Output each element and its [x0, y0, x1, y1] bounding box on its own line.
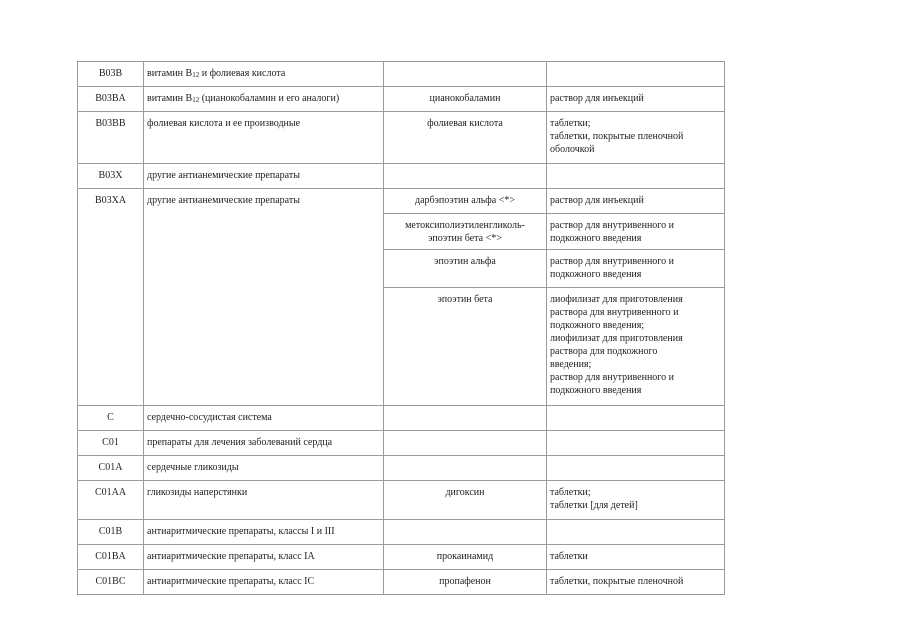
form-line: таблетки, покрытые пленочной [550, 576, 684, 587]
table-row [78, 62, 725, 87]
inn-name: фолиевая кислота [384, 112, 547, 164]
atc-code: C01 [78, 431, 144, 456]
group-name [144, 87, 384, 112]
inn-name: прокаинамид [384, 545, 547, 570]
table-row [78, 406, 725, 431]
dosage-form [547, 288, 725, 406]
inn-name [384, 189, 547, 214]
group-name: фолиевая кислота и ее производные [144, 112, 384, 164]
group-name: антиаритмические препараты, классы I и III [144, 520, 384, 545]
inn-line: дарбэпоэтин альфа <*> [414, 195, 516, 206]
atc-code: C01AA [78, 481, 144, 520]
form-line: лиофилизат для приготовления [550, 333, 683, 344]
inn-name [384, 406, 547, 431]
inn-line: эпоэтин бета [437, 294, 493, 305]
group-name: антиаритмические препараты, класс IC [144, 570, 384, 595]
dosage-form [547, 164, 725, 189]
dosage-form [547, 431, 725, 456]
atc-code: C01B [78, 520, 144, 545]
dosage-form [547, 481, 725, 520]
inn-name: дигоксин [384, 481, 547, 520]
table-row [78, 189, 725, 214]
inn-name [384, 250, 547, 288]
dosage-form [547, 520, 725, 545]
dosage-form [547, 456, 725, 481]
atc-code: B03XA [78, 189, 144, 406]
table-row [78, 87, 725, 112]
inn-name [384, 214, 547, 250]
group-name [144, 62, 384, 87]
group-name: другие антианемические препараты [144, 189, 384, 406]
form-line: введения; [550, 359, 592, 370]
atc-code: B03BB [78, 112, 144, 164]
form-line: раствора для подкожного [550, 346, 658, 357]
form-line: таблетки, покрытые пленочной [550, 131, 684, 142]
form-line: таблетки [550, 551, 588, 562]
medicines-table [77, 61, 725, 595]
inn-line: эпоэтин бета <*> [428, 233, 502, 244]
dosage-form [547, 112, 725, 164]
dosage-form [547, 406, 725, 431]
table-row [78, 112, 725, 164]
group-name: сердечно-сосудистая система [144, 406, 384, 431]
form-line: раствор для инъекций [550, 93, 644, 104]
form-line: лиофилизат для приготовления [550, 294, 683, 305]
form-line: раствор для внутривенного и [550, 256, 675, 267]
group-name: другие антианемические препараты [144, 164, 384, 189]
table-row [78, 164, 725, 189]
form-line: раствор для инъекций [550, 195, 644, 206]
inn-name [384, 164, 547, 189]
table-row [78, 520, 725, 545]
form-line: таблетки; [550, 487, 591, 498]
atc-code: C01BA [78, 545, 144, 570]
form-line: подкожного введения [550, 385, 642, 396]
dosage-form [547, 570, 725, 595]
atc-code: B03X [78, 164, 144, 189]
table-row [78, 545, 725, 570]
form-line: таблетки; [550, 118, 591, 129]
table-row [78, 456, 725, 481]
group-name: антиаритмические препараты, класс IA [144, 545, 384, 570]
inn-name [384, 288, 547, 406]
inn-line: эпоэтин альфа [434, 256, 496, 267]
dosage-form [547, 62, 725, 87]
inn-name [384, 62, 547, 87]
form-line: раствор для внутривенного и [550, 220, 675, 231]
dosage-form [547, 250, 725, 288]
inn-line: метоксиполиэтиленгликоль- [405, 220, 525, 231]
inn-name [384, 431, 547, 456]
group-text-rest: (цианокобаламин и его аналоги) [199, 93, 340, 104]
atc-code: C01A [78, 456, 144, 481]
group-text: витамин B [147, 93, 193, 104]
group-name: сердечные гликозиды [144, 456, 384, 481]
table-row [78, 481, 725, 520]
form-line: оболочкой [550, 144, 595, 155]
dosage-form [547, 214, 725, 250]
form-line: подкожного введения [550, 269, 642, 280]
atc-code: B03BA [78, 87, 144, 112]
form-line: таблетки [для детей] [550, 500, 638, 511]
dosage-form [547, 189, 725, 214]
form-line: раствора для внутривенного и [550, 307, 679, 318]
inn-name [384, 520, 547, 545]
group-text: витамин B [147, 68, 193, 79]
form-line: раствор для внутривенного и [550, 372, 675, 383]
atc-code: B03B [78, 62, 144, 87]
dosage-form [547, 87, 725, 112]
group-subscript: 12 [192, 71, 200, 79]
form-line: подкожного введения [550, 233, 642, 244]
inn-name [384, 456, 547, 481]
group-name: гликозиды наперстянки [144, 481, 384, 520]
inn-name: цианокобаламин [384, 87, 547, 112]
dosage-form [547, 545, 725, 570]
table-row [78, 431, 725, 456]
atc-code: C01BC [78, 570, 144, 595]
inn-name: пропафенон [384, 570, 547, 595]
atc-code: C [78, 406, 144, 431]
form-line: подкожного введения; [550, 320, 645, 331]
group-text-rest: и фолиевая кислота [199, 68, 286, 79]
group-subscript: 12 [192, 96, 200, 104]
table-row [78, 570, 725, 595]
group-name: препараты для лечения заболеваний сердца [144, 431, 384, 456]
